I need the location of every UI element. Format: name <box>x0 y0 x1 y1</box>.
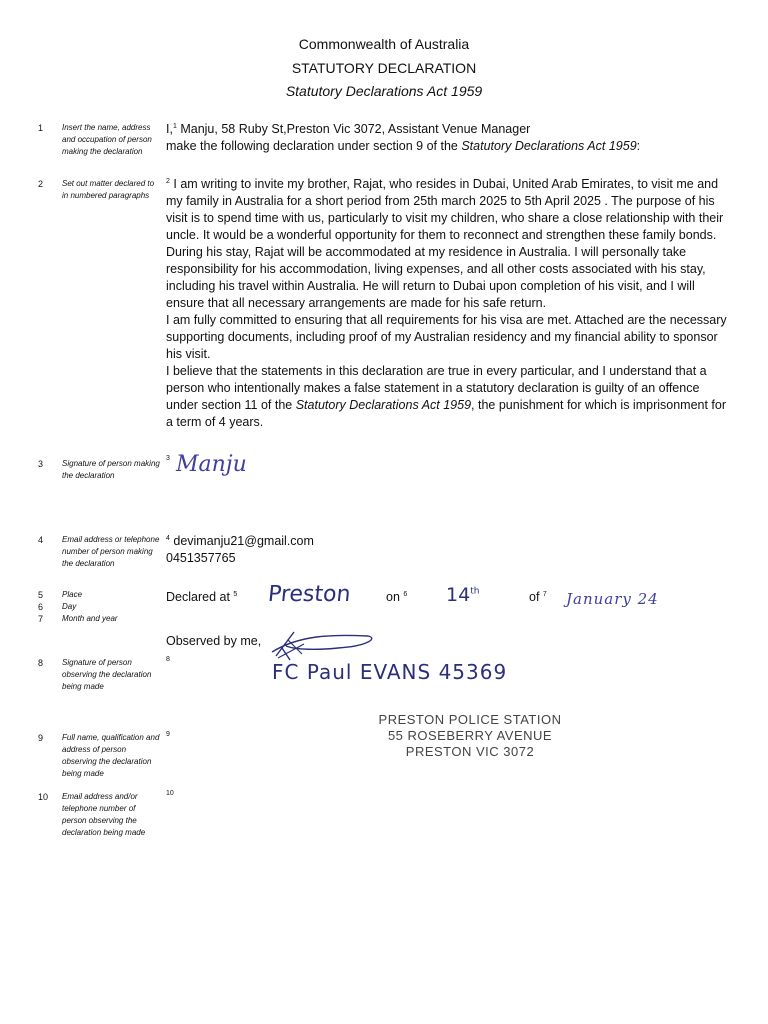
row-label: Email address or telephone number of person making the declaration <box>62 535 160 568</box>
declarant-details: Manju, 58 Ruby St,Preston Vic 3072, Assistant Venue Manager <box>176 122 531 136</box>
footnote-marker: 10 <box>166 790 174 797</box>
form-heading: STATUTORY DECLARATION <box>291 60 477 76</box>
declared-day: 14th <box>446 584 480 606</box>
row-label: Signature of person making the declaration <box>62 459 160 480</box>
form-title: Commonwealth of Australia <box>298 36 470 52</box>
declared-at-label: Declared at $^5$ <box>166 590 238 604</box>
matter-paragraph: $^2$ I am writing to invite my brother, Rajat, who resides in Dubai, United Arab Emirates, to visit me and my family in Australia for a short period from 25th march 2025 to 5th April 2025 . The purpose of his visit is to spend time with us, particularly to visit my children, who share a close relationship with their uncle. It would be a wonderful opportunity for them to reconnect and strengthen these family bonds. <box>166 177 724 242</box>
row-number: 1 <box>38 123 44 133</box>
row-number: 6 <box>38 602 44 612</box>
row-number: 2 <box>38 179 44 189</box>
footnote-marker: 3 <box>166 455 170 462</box>
row-number: 9 <box>38 733 44 743</box>
row-label: Set out matter declared to in numbered paragraphs <box>62 179 155 200</box>
row-label: Full name, qualification and address of person observing the declaration being made <box>62 733 160 778</box>
declarant-contact <box>166 533 466 567</box>
witness-signature <box>268 626 378 664</box>
declaration-matter <box>166 176 732 431</box>
row-number: 5 <box>38 590 44 600</box>
row-number: 3 <box>38 459 44 469</box>
witness-name-handwritten: FC Paul EVANS 45369 <box>272 660 508 684</box>
declared-on-label: on $^6$ <box>386 590 408 604</box>
declared-of-label: of $^7$ <box>529 590 547 604</box>
footnote-marker: 8 <box>166 656 170 663</box>
row-number: 7 <box>38 614 44 624</box>
declared-place: Preston <box>266 582 352 607</box>
matter-paragraph: I believe that the statements in this declaration are true in every particular, and I understand that a person who intentionally makes a false statement in a statutory declaration is guilty of an offence under section 11 of the Statutory Declarations Act 1959, the punishment for which is imprisonment for a term of 4 years. <box>166 364 727 429</box>
row-label: Signature of person observing the declaration being made <box>62 658 152 691</box>
row-label: Place <box>62 590 83 599</box>
matter-paragraph: I am fully committed to ensuring that all requirements for his visa are met. Attached are the necessary supporting documents, including proof of my Australian residency and my financial ability to sponsor his visit. <box>166 313 727 361</box>
row-number: 4 <box>38 535 44 545</box>
form-act: Statutory Declarations Act 1959 <box>285 83 483 99</box>
row-number: 10 <box>38 792 49 802</box>
matter-paragraph: During his stay, Rajat will be accommodated at my residence in Australia. I will personally take responsibility for his accommodation, living expenses, and all other costs associated with his stay, including his travel within Australia. He will return to Dubai upon completion of his visit, and I will ensure that all necessary arrangements are made for his safe return. <box>166 245 706 310</box>
observed-by-label: Observed by me, <box>166 634 262 648</box>
footnote-marker: 1 <box>172 122 177 130</box>
declarant-signature: Manju <box>176 452 247 477</box>
footnote-marker: 4 <box>166 534 170 542</box>
footnote-marker: 2 <box>166 177 170 185</box>
declared-month-year: January 24 <box>566 590 659 608</box>
declarant-line: I,$^1$ Manju, 58 Ruby St,Preston Vic 3072, Assistant Venue Manager make the following declaration under section 9 of the Statutory Declarations Act 1959: <box>166 122 641 153</box>
row-label: Day <box>62 602 77 611</box>
row-number: 8 <box>38 658 44 668</box>
footnote-marker: 9 <box>166 731 170 738</box>
police-station-stamp: PRESTON POLICE STATION 55 ROSEBERRY AVENUE PRESTON VIC 3072 <box>378 712 562 759</box>
row-label: Month and year <box>62 614 118 623</box>
row-label: Insert the name, address and occupation of person making the declaration <box>62 123 152 156</box>
declarant-email: devimanju21@gmail.com <box>169 534 314 548</box>
declarant-phone: 0451357765 <box>166 551 236 565</box>
row-label: Email address and/or telephone number of person observing the declaration being made <box>62 792 146 837</box>
